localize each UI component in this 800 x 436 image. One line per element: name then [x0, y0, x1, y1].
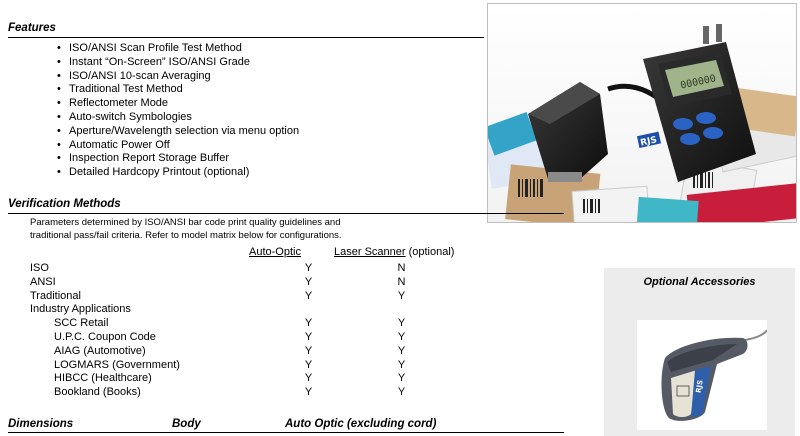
table-row: [30, 262, 448, 276]
verification-divider: [8, 213, 564, 214]
laser-value: Y: [397, 372, 406, 385]
feature-item: • ISO/ANSI 10-scan Averaging: [57, 70, 299, 84]
feature-item: • Inspection Report Storage Buffer: [57, 152, 299, 166]
table-row: [30, 345, 448, 359]
verifier-product-illustration: [488, 4, 797, 223]
table-row: [30, 386, 448, 400]
accessories-heading: Optional Accessories: [643, 276, 756, 288]
method-label: SCC Retail: [54, 317, 109, 330]
laser-scanner-illustration: [637, 320, 767, 430]
dimensions-divider: [8, 432, 564, 433]
brand-logo: RJS: [639, 135, 659, 149]
laser-value: Y: [397, 358, 406, 371]
auto-optic-value: Y: [304, 344, 313, 357]
auto-optic-value: Y: [304, 358, 313, 371]
feature-item: • Auto-switch Symbologies: [57, 111, 299, 125]
auto-optic-value: Y: [304, 317, 313, 330]
method-label: AIAG (Automotive): [54, 344, 146, 357]
method-label: LOGMARS (Government): [54, 358, 180, 371]
optional-accessories-panel: [604, 268, 795, 436]
laser-scanner-label: Laser Scanner: [334, 246, 406, 258]
auto-optic-value: Y: [304, 372, 313, 385]
feature-item: • Reflectometer Mode: [57, 97, 299, 111]
table-row: [30, 317, 448, 331]
verification-heading: Verification Methods: [8, 198, 121, 210]
laser-value: Y: [397, 330, 406, 343]
column-header-auto-optic: [249, 246, 301, 258]
table-row: [30, 303, 448, 317]
product-photo: [487, 3, 797, 223]
scanner-logo: RJS: [694, 379, 705, 394]
laser-value: N: [397, 262, 406, 274]
feature-item: • Aperture/Wavelength selection via menu option: [57, 125, 299, 139]
feature-item: • Detailed Hardcopy Printout (optional): [57, 166, 299, 180]
laser-value: Y: [397, 344, 406, 357]
feature-item: • Traditional Test Method: [57, 83, 299, 97]
features-list: [57, 42, 299, 180]
auto-optic-value: Y: [304, 330, 313, 343]
verification-note-line1: Parameters determined by ISO/ANSI bar code print quality guidelines and: [30, 217, 341, 228]
method-label: ANSI: [30, 275, 56, 288]
table-row: [30, 331, 448, 345]
dimensions-body-heading: Body: [172, 418, 201, 430]
method-label: Bookland (Books): [54, 386, 141, 399]
laser-value: Y: [397, 386, 406, 399]
column-header-laser-scanner: [334, 246, 454, 258]
dimensions-auto-optic-heading: Auto Optic (excluding cord): [285, 418, 437, 430]
auto-optic-value: Y: [304, 289, 313, 302]
method-label: U.P.C. Coupon Code: [54, 330, 156, 343]
auto-optic-value: [262, 303, 355, 317]
table-row: [30, 276, 448, 290]
laser-value: [355, 303, 448, 317]
feature-item: • Instant “On-Screen” ISO/ANSI Grade: [57, 56, 299, 70]
laser-value: Y: [397, 317, 406, 330]
auto-optic-label: Auto-Optic: [249, 246, 301, 258]
features-divider: [8, 37, 484, 38]
feature-item: • ISO/ANSI Scan Profile Test Method: [57, 42, 299, 56]
laser-value: N: [397, 275, 406, 288]
lcd-readout: 000000: [679, 73, 718, 92]
verification-note-line2: traditional pass/fail criteria. Refer to model matrix below for configurations.: [30, 230, 342, 241]
verification-matrix: [30, 262, 448, 400]
laser-optional-note: (optional): [405, 246, 455, 258]
table-row: [30, 372, 448, 386]
method-label: ISO: [30, 262, 49, 274]
features-heading: Features: [8, 22, 56, 34]
table-row: [30, 290, 448, 304]
method-label: HIBCC (Healthcare): [54, 372, 152, 385]
auto-optic-value: Y: [304, 262, 313, 274]
table-row: [30, 359, 448, 373]
method-label: Traditional: [30, 289, 81, 302]
method-group-label: Industry Applications: [30, 303, 131, 316]
laser-value: Y: [397, 289, 406, 302]
laser-scanner-photo: [637, 320, 767, 430]
dimensions-heading: Dimensions: [8, 418, 74, 430]
feature-item: • Automatic Power Off: [57, 139, 299, 153]
auto-optic-value: Y: [304, 386, 313, 399]
auto-optic-value: Y: [304, 275, 313, 288]
